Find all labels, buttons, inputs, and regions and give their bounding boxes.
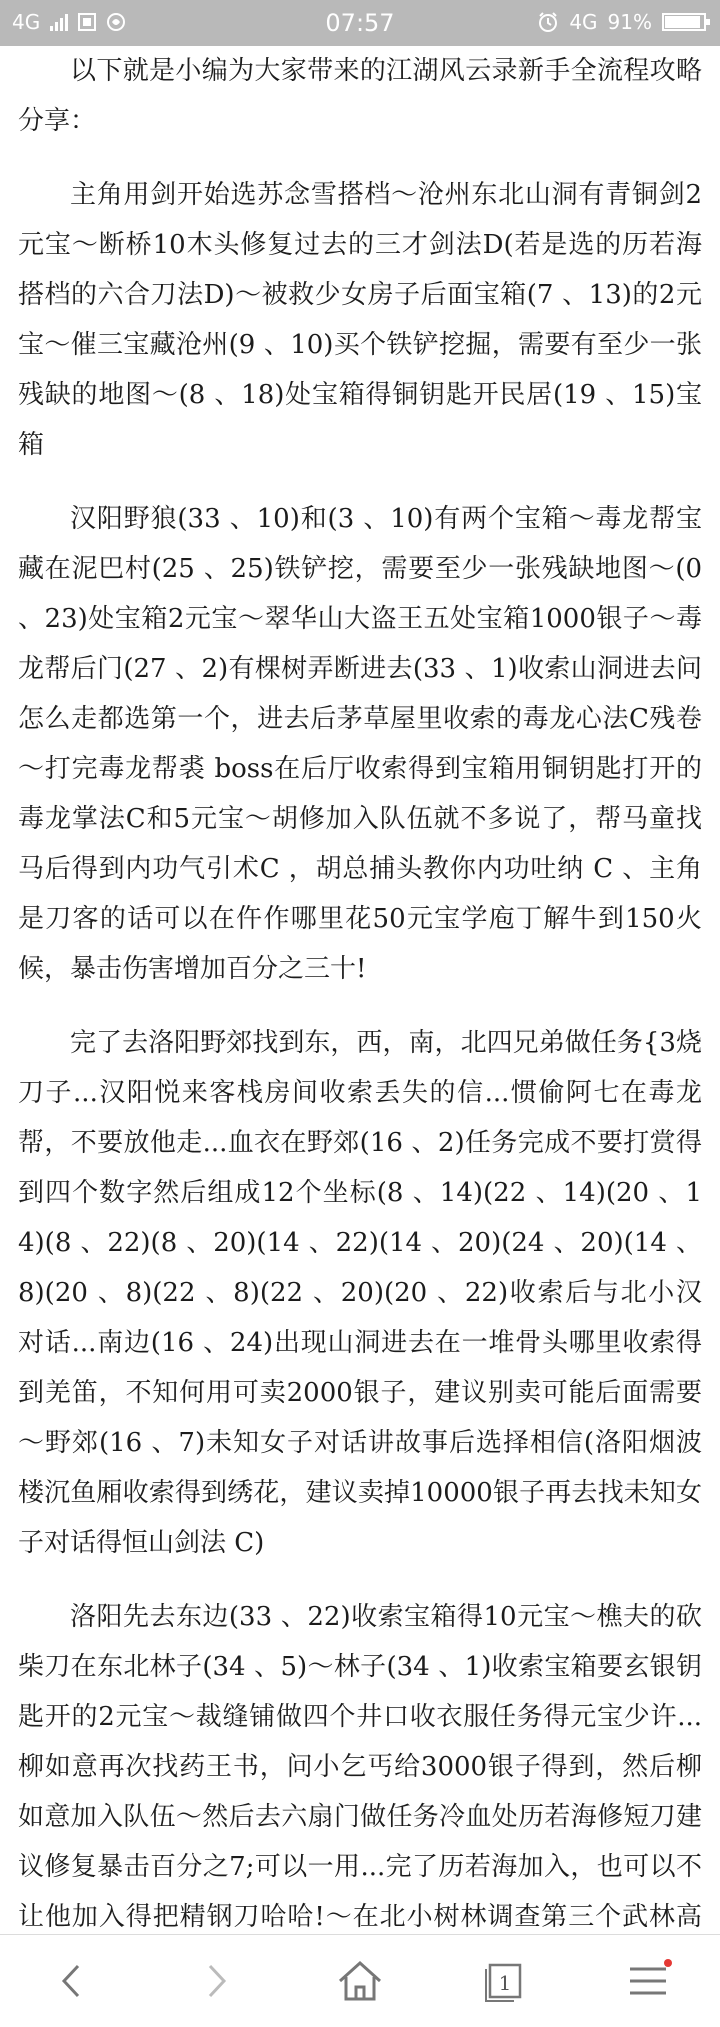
article-paragraph: 洛阳先去东边(33 、22)收索宝箱得10元宝～樵夫的砍柴刀在东北林子(34 、5)～林子(34 、1)收索宝箱要玄银钥匙开的2元宝～裁缝铺做四个井口收衣服任务得元宝少许...柳如意再次找药王书，问小乞丐给3000银子得到，然后柳如意加入队伍～然后去六扇门做任务冷血处历若海修短刀建议修复暴击百分之7;可以一用...完了历若海加入，也可以不让他加入得把精钢刀哈哈!～在北小树林调查第三个武林高: [18, 1602, 702, 1932]
chevron-right-icon: [196, 1961, 236, 2001]
forward-button[interactable]: [176, 1941, 256, 2021]
battery-fill: [665, 16, 700, 28]
status-right: [537, 10, 706, 34]
home-icon: [336, 1959, 384, 2003]
article-body: [18, 46, 702, 1932]
back-button[interactable]: [32, 1941, 112, 2021]
battery-percent: 91%: [607, 10, 652, 34]
clock: 07:57: [325, 9, 395, 37]
chevron-left-icon: [52, 1961, 92, 2001]
network-type-right: 4G: [569, 10, 598, 34]
browser-nav-bar: [0, 1934, 720, 2027]
tabs-icon: [482, 1959, 526, 2003]
tabs-button[interactable]: [464, 1941, 544, 2021]
alarm-icon: [537, 11, 559, 33]
network-type-left: 4G: [12, 10, 41, 34]
article-paragraph: 汉阳野狼(33 、10)和(3 、10)有两个宝箱～毒龙帮宝藏在泥巴村(25 、25)铁铲挖，需要至少一张残缺地图～(0 、23)处宝箱2元宝～翠华山大盗王五处宝箱1000银子～毒龙帮后门(27 、2)有棵树弄断进去(33 、1)收索山洞进去问怎么走都选第一个，进去后茅草屋里收索的毒龙心法C残卷～打完毒龙帮裘 boss在后厅收索得到宝箱用铜钥匙打开的毒龙掌法C和5元宝～胡修加入队伍就不多说了，帮马童找马后得到内功气引术C ，胡总捕头教你内功吐纳 C 、主角是刀客的话可以在仵作哪里花50元宝学庖丁解牛到150火候，暴击伤害增加百分之三十!: [18, 504, 702, 984]
article-paragraph: 以下就是小编为大家带来的江湖风云录新手全流程攻略分享：: [18, 56, 702, 136]
battery-icon: [662, 13, 706, 31]
article-paragraph: 完了去洛阳野郊找到东，西，南，北四兄弟做任务{3烧刀子...汉阳悦来客栈房间收索丢失的信...惯偷阿七在毒龙帮，不要放他走...血衣在野郊(16 、2)任务完成不要打赏得到四个数字然后组成12个坐标(8 、14)(22 、14)(20 、14)(8 、22)(8 、20)(14 、22)(14 、20)(24 、20)(14 、8)(20 、8)(22 、8)(22 、20)(20 、22)收索后与北小汉对话...南边(16 、24)出现山洞进去在一堆骨头哪里收索得到羌笛，不知何用可卖2000银子，建议别卖可能后面需要～野郊(16 、7)未知女子对话讲故事后选择相信(洛阳烟波楼沉鱼厢收索得到绣花，建议卖掉10000银子再去找未知女子对话得恒山剑法 C): [18, 1028, 702, 1558]
status-bar: [0, 0, 720, 46]
menu-button[interactable]: [608, 1941, 688, 2021]
article-paragraph: 主角用剑开始选苏念雪搭档～沧州东北山洞有青铜剑2元宝～断桥10木头修复过去的三才剑法D(若是选的历若海搭档的六合刀法D)～被救少女房子后面宝箱(7 、13)的2元宝～催三宝藏沧州(9 、10)买个铁铲挖掘，需要有至少一张残缺的地图～(8 、18)处宝箱得铜钥匙开民居(19 、15)宝箱: [18, 180, 702, 460]
update-badge: [664, 1959, 672, 1967]
tab-count: 1: [498, 1971, 512, 1995]
home-button[interactable]: [320, 1941, 400, 2021]
menu-icon: [626, 1963, 670, 1999]
